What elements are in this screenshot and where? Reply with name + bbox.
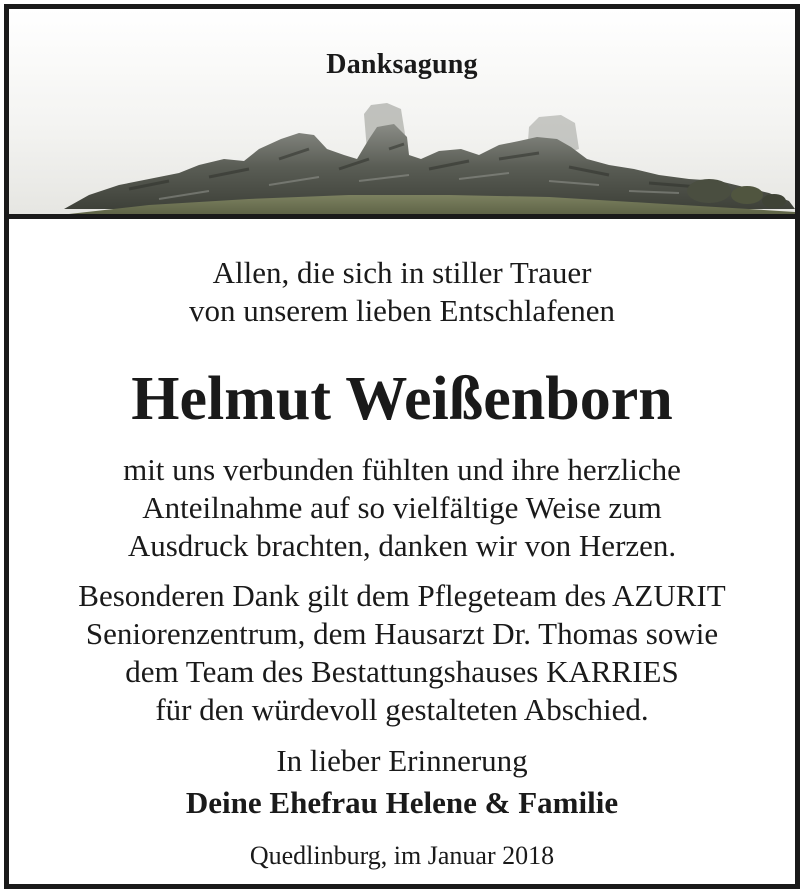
closing-text: In lieber Erinnerung <box>276 743 528 778</box>
thanks-line: mit uns verbunden fühlten und ihre herzliche <box>123 452 681 487</box>
special-thanks-text <box>9 577 795 729</box>
special-line: Besonderen Dank gilt dem Pflegeteam des AZURIT <box>78 578 726 613</box>
thanks-line: Ausdruck brachten, danken wir von Herzen. <box>127 528 677 563</box>
special-line: für den würdevoll gestalteten Abschied. <box>155 692 649 727</box>
deceased-name: Helmut Weißenborn <box>131 365 673 433</box>
family-signature: Deine Ehefrau Helene & Familie <box>185 785 619 820</box>
thanks-line: Anteilnahme auf so vielfältige Weise zum <box>142 490 662 525</box>
place-date: Quedlinburg, im Januar 2018 <box>249 841 555 870</box>
title-heading: Danksagung <box>326 49 478 80</box>
rock-landscape-image <box>9 9 795 214</box>
intro-text <box>9 254 795 330</box>
intro-line: Allen, die sich in stiller Trauer <box>212 255 592 290</box>
divider-rule <box>9 214 795 219</box>
header-image <box>9 9 795 214</box>
thanks-text <box>9 451 795 565</box>
special-line: Seniorenzentrum, dem Hausarzt Dr. Thomas sowie <box>85 616 719 651</box>
intro-line: von unserem lieben Entschlafenen <box>188 293 616 328</box>
obituary-card <box>4 4 800 889</box>
special-line: dem Team des Bestattungshauses KARRIES <box>125 654 679 689</box>
